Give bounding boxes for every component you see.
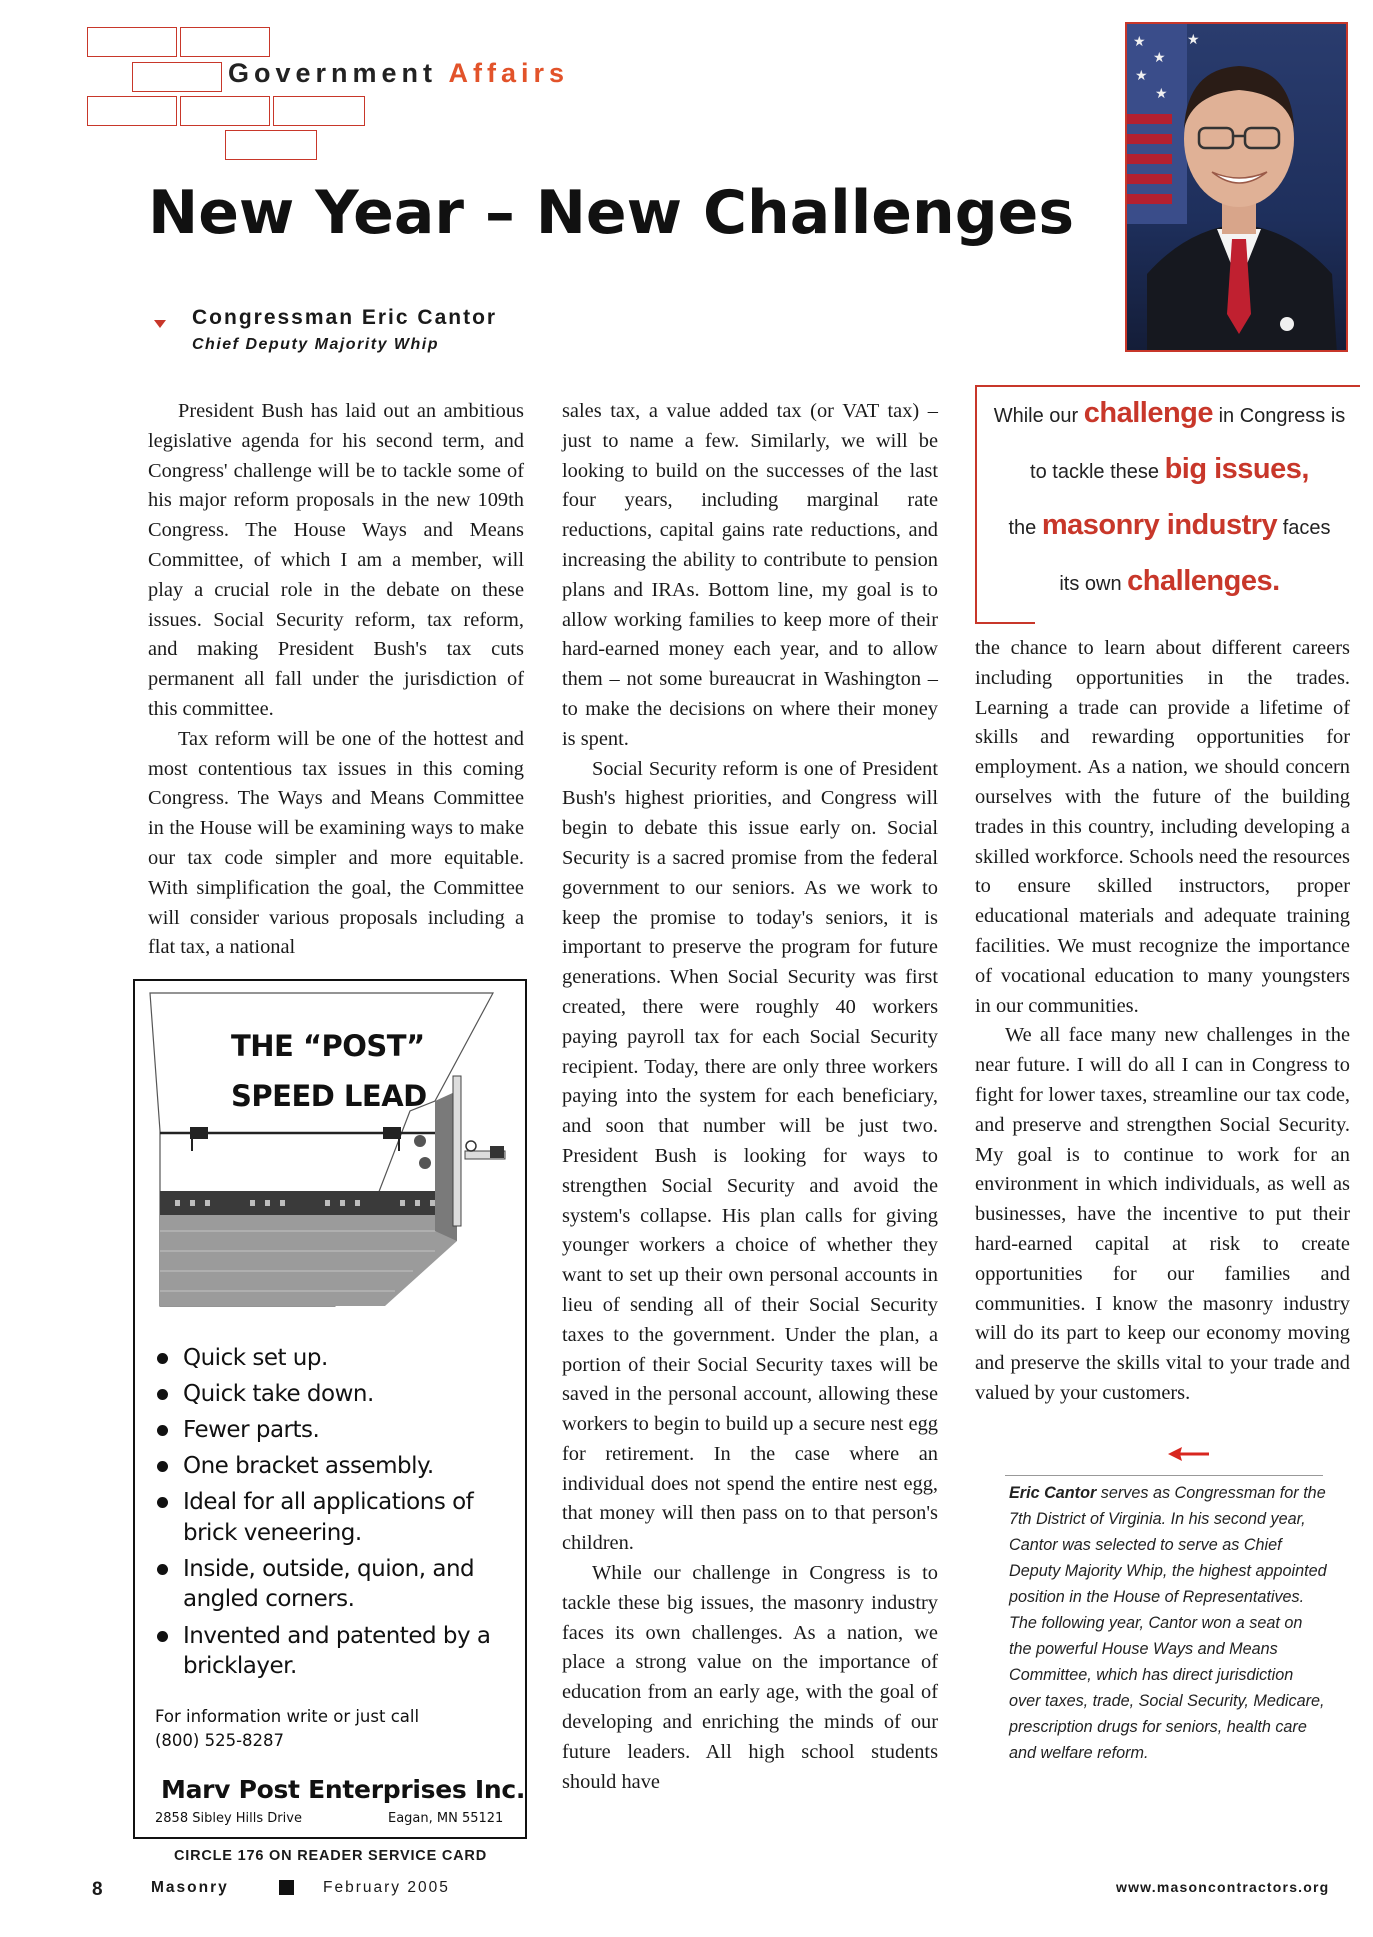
footer-square-icon [279,1880,294,1895]
bio-rule [1005,1475,1323,1476]
ad-company: Marv Post Enterprises Inc. [161,1775,526,1804]
brick [225,130,317,160]
pq-emphasis: challenges. [1127,565,1280,597]
pq-text: its own [1059,573,1122,595]
pq-emphasis: challenge [1083,397,1214,429]
ad-feature [153,1415,525,1446]
brick [87,27,177,57]
ad-feature [153,1554,525,1615]
ad-title-line: THE “POST” [231,1029,425,1063]
ad-feature-text: Quick take down. [183,1381,374,1408]
brick [273,96,365,126]
svg-text:★: ★ [1153,50,1166,66]
section-label-accent: Affairs [448,58,570,88]
pull-quote [975,385,1360,623]
ad-feature [153,1487,525,1548]
headline: New Year – New Challenges [148,178,1075,248]
bullet-icon [157,1353,168,1364]
ad-feature-list [153,1343,525,1687]
ad-contact-info [155,1705,419,1753]
ad-title-line: SPEED LEAD [231,1079,427,1113]
ad-feature-text: One bracket assembly. [183,1453,434,1480]
paragraph: While our challenge in Congress is to tackle these big issues, the masonry industry faces its own challenges. As a nation, we place a strong value on the importance of education from an early age, with the goal of developing and enriching the minds of our future leaders. All high school students should have [562,1562,938,1793]
paragraph: Social Security reform is one of President Bush's highest priorities, and Congress will begin to debate this issue early on. Social Security is a sacred promise from the federal government to our seniors. As we work to keep the promise to today's seniors, it is important to preserve the program for future generations. When Social Security was first created, there were roughly 40 workers paying payroll tax for each Social Security recipient. Today, there are only three workers paying into the system for each beneficiary, and soon that number will be just two. President Bush is looking for ways to strengthen Social Security and avoid the system's collapse. His plan calls for giving younger workers a choice of whether they want to set up their own personal accounts in lieu of sending all of their Social Security taxes to the government. Under the plan, a portion of their Social Security taxes will be saved in the personal account, allowing these workers to begin to build up a secure nest egg for retirement. In the case where an individual does not spend the entire nest egg, that money will then pass on to that person's children. [562,757,938,1555]
pq-text: While our [993,405,1079,427]
portrait-illustration [1127,24,1348,352]
paragraph: President Bush has laid out an ambitious legislative agenda for his second term, and Congress' challenge will be to tackle some of his major reform proposals in the new 109th Congress. The House Ways and Means Committee, of which I am a member, will play a crucial role in the debate on these issues. Social Security reform, tax reform, and making President Bush's tax cuts permanent all fall under the jurisdiction of this committee. [148,400,524,720]
footer-url: www.masoncontractors.org [1116,1879,1330,1895]
bullet-icon [157,1461,168,1472]
paragraph: We all face many new challenges in the near future. I will do all I can in Congress to fight for lower taxes, streamline our tax code, and preserve and strengthen Social Security. My goal is to continue to work for an environment in which individuals, as well as businesses, have the incentive to put their hard-earned capital at risk to create opportunities for our families and communities. I know the masonry industry will do its part to keep our economy moving and preserve the skills vital to your trade and valued by your customers. [975,1024,1350,1404]
svg-text:★: ★ [1187,32,1200,48]
brick [180,96,270,126]
svg-text:★: ★ [1133,34,1146,50]
ad-feature-text: Inside, outside, quion, and angled corners. [183,1555,475,1613]
brick [87,96,177,126]
paragraph: the chance to learn about different careers including opportunities in the trades. Learning a trade can provide a lifetime of skills and rewarding opportunities for employment. As a nation, we should concern ourselves with the future of the building trades in this country, including developing a skilled workforce. Schools need the resources to ensure skilled instructors, proper educational materials and adequate training facilities. We must recognize the importance of vocational education to many youngsters in our communities. [975,637,1350,1017]
bullet-icon [157,1631,168,1642]
paragraph: sales tax, a value added tax (or VAT tax) – just to name a few. Similarly, we will be looking to build on the successes of the last four years, including marginal rate reductions, capital gains rate reductions, and increasing the ability to contribute to pension plans and IRAs. Bottom line, my goal is to allow working families to keep more of their hard-earned money each year, and to allow them – not some bureaucrat in Washington – to make the decisions on where their money is spent. [562,400,938,750]
section-label [228,58,569,89]
article-column-2 [562,397,938,1797]
pull-quote-rule [975,622,1035,624]
ad-feature-text: Ideal for all applications of brick veneering. [183,1489,474,1546]
article-column-1 [148,397,524,963]
brick [180,27,270,57]
ad-feature-text: Invented and patented by a bricklayer. [183,1622,491,1680]
footer-date: February 2005 [323,1879,450,1896]
ad-phone: (800) 525-8287 [155,1731,285,1750]
pq-text: in Congress is [1218,405,1346,427]
footer-page-number: 8 [92,1879,105,1900]
ad-feature [153,1451,525,1482]
ad-title [231,1021,427,1121]
bio-name: Eric Cantor [1009,1484,1097,1502]
paragraph: Tax reform will be one of the hottest and most contentious tax issues in this coming Congress. The Ways and Means Committee in the House will be examining ways to make our tax code simpler and more equitable. With simplification the goal, the Committee will consider various proposals including a flat tax, a national [148,727,524,959]
section-label-main: Government [228,58,438,88]
ad-address: 2858 Sibley Hills Drive [155,1811,302,1826]
pq-text: the [1008,517,1037,539]
pull-quote-line [977,387,1362,443]
end-of-article-arrow-icon [1168,1446,1210,1462]
bullet-icon [157,1389,168,1400]
svg-text:★: ★ [1155,86,1168,102]
pq-text: to tackle these [1030,461,1159,483]
author-bio [1009,1480,1329,1766]
pull-quote-line [977,499,1362,555]
advertisement [133,979,527,1839]
pq-text: faces [1282,517,1331,539]
ad-feature-text: Fewer parts. [183,1417,320,1444]
bullet-icon [157,1497,168,1508]
ad-feature-text: Quick set up. [183,1345,328,1371]
ad-city: Eagan, MN 55121 [388,1811,504,1826]
bio-text: serves as Congressman for the 7th District of Virginia. In his second year, Cantor was selected to serve as Chief Deputy Majority Whip, the highest appointed position in the House of Representatives. The following year, Cantor won a seat on the powerful House Ways and Means Committee, which has direct jurisdiction over taxes, trade, Social Security, Medicare, prescription drugs for seniors, health care and welfare reform. [1009,1484,1327,1762]
bullet-icon [157,1564,168,1575]
author-photo [1125,22,1348,352]
footer-magazine: Masonry [151,1879,229,1896]
brick [132,62,222,92]
ad-feature [153,1379,525,1410]
bullet-icon [157,1425,168,1436]
pq-emphasis: big issues, [1164,453,1309,485]
svg-text:★: ★ [1135,68,1148,84]
pq-emphasis: masonry industry [1041,509,1278,541]
reader-service-note: CIRCLE 176 ON READER SERVICE CARD [174,1848,487,1864]
ad-feature [153,1343,525,1374]
pull-quote-line [977,443,1362,499]
pull-quote-line [977,555,1362,611]
article-column-3 [975,634,1350,1409]
ad-feature [153,1621,525,1682]
ad-info-line: For information write or just call [155,1707,420,1726]
byline-name: Congressman Eric Cantor [192,306,498,329]
byline-title: Chief Deputy Majority Whip [192,336,439,353]
byline-arrow-icon [154,320,166,328]
